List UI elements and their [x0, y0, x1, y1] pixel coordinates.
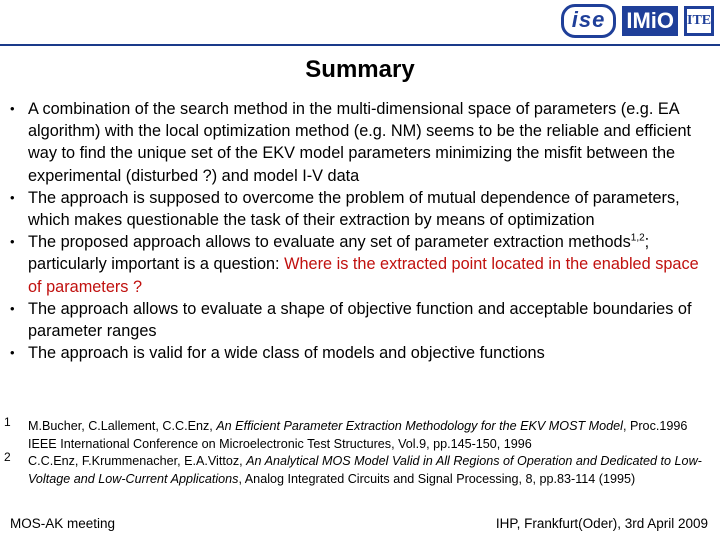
ite-logo: ITE [684, 6, 714, 36]
citation-superscript: 1,2 [630, 232, 645, 244]
footer-event: MOS-AK meeting [10, 516, 116, 531]
references [4, 415, 704, 488]
header-divider [0, 44, 720, 46]
reference-title: An Analytical MOS Model Valid in All Regions of Operation and Dedicated to Low-Voltage and Low-Current Applications [28, 454, 702, 486]
bullet-icon: • [10, 101, 15, 116]
reference-title: An Efficient Parameter Extraction Methodology for the EKV MOST Model [216, 419, 623, 433]
reference-source: , Analog Integrated Circuits and Signal Processing, 8, pp.83-114 (1995) [238, 471, 636, 486]
bullet-text: The proposed approach allows to evaluate any set of parameter extraction methods [28, 233, 631, 252]
highlighted-question: Where is the extracted point located in the enabled space of parameters ? [28, 255, 699, 296]
bullet-text: The approach allows to evaluate a shape of objective function and acceptable boundaries of parameter ranges [28, 299, 692, 341]
bullet-item [6, 298, 706, 342]
ise-logo: ise [561, 4, 617, 38]
reference-number: 2 [4, 450, 11, 464]
bullet-item [6, 98, 706, 187]
slide-title: Summary [305, 56, 415, 83]
reference-source: , Proc.1996 IEEE International Conference on Microelectronic Test Structures, Vol.9, pp.145-150, 1996 [28, 419, 688, 451]
bullet-icon: • [10, 189, 15, 205]
bullet-text: The approach is supposed to overcome the problem of mutual dependence of parameters, which makes questionable the task of their extraction by means of optimization [28, 188, 680, 230]
bullet-list [6, 98, 706, 364]
reference-authors: M.Bucher, C.Lallement, C.C.Enz, [28, 419, 217, 433]
header-logos [561, 4, 714, 38]
reference-item [4, 450, 704, 488]
bullet-item [6, 187, 706, 231]
footer-location-date: IHP, Frankfurt(Oder), 3rd April 2009 [495, 516, 708, 531]
bullet-item [6, 231, 706, 298]
bullet-icon: • [10, 345, 15, 361]
bullet-text: A combination of the search method in the multi-dimensional space of parameters (e.g. EA algorithm) with the local optimization method (e.g. NM) seems to be the reliable and efficient way to find the unique set of the EKV model parameters minimizing the misfit between the experimental (disturbed ?) and model I-V data [28, 100, 692, 185]
bullet-item [6, 342, 706, 364]
reference-item [4, 415, 704, 453]
bullet-icon: • [10, 300, 15, 316]
bullet-text: ; particularly important is a question: [28, 233, 650, 274]
reference-number: 1 [4, 415, 11, 429]
imio-logo: IMiO [622, 6, 678, 36]
bullet-text: The approach is valid for a wide class of models and objective functions [28, 344, 545, 363]
reference-authors: C.C.Enz, F.Krummenacher, E.A.Vittoz, [28, 454, 247, 468]
bullet-icon: • [10, 234, 15, 250]
